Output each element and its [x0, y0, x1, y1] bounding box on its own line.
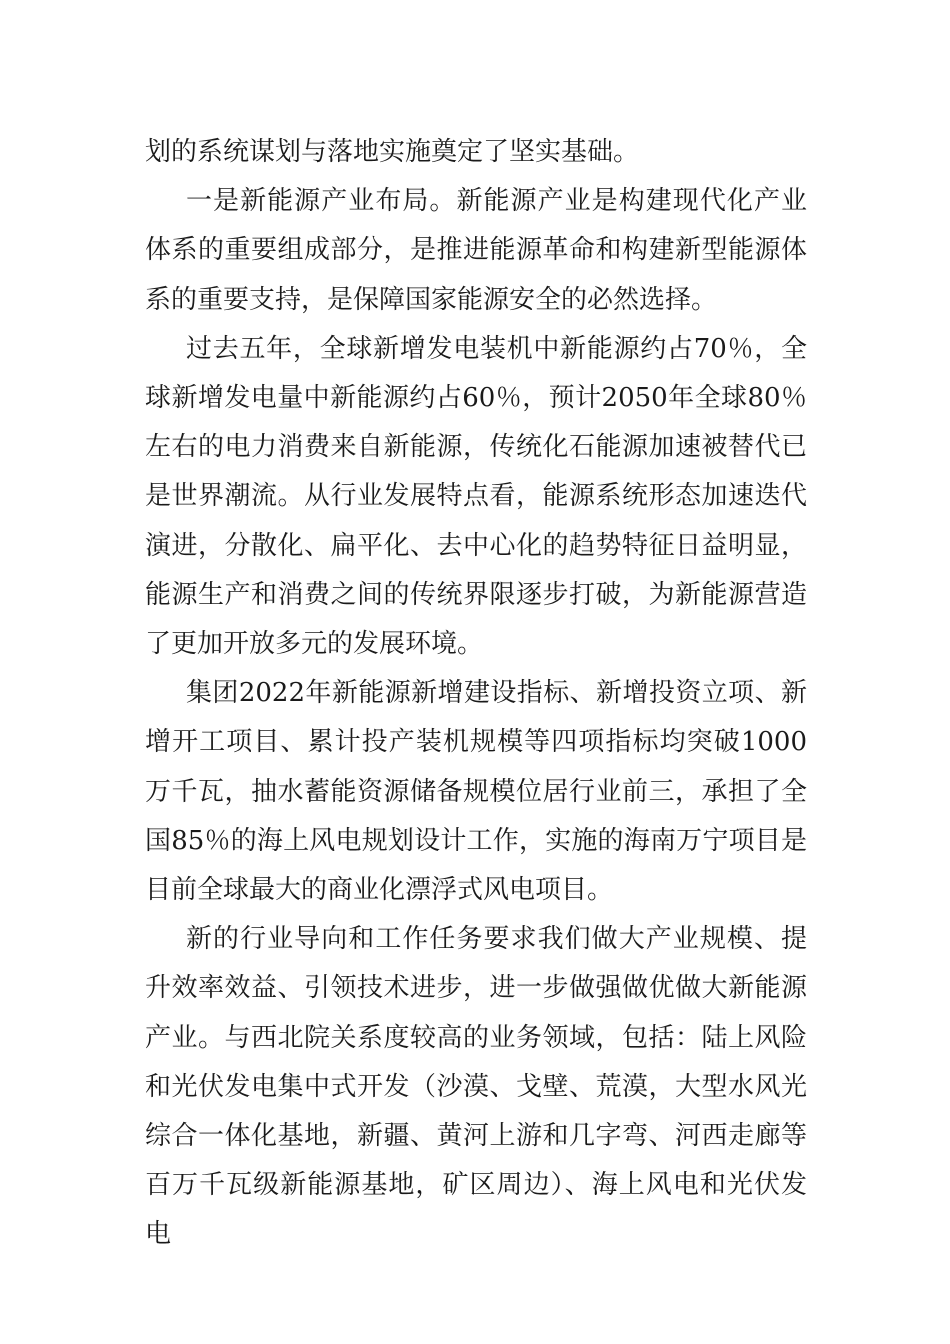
paragraph-continuation: 划的系统谋划与落地实施奠定了坚实基础。 — [145, 137, 640, 167]
paragraph-new-energy-layout: 一是新能源产业布局。新能源产业是构建现代化产业体系的重要组成部分，是推进能源革命和构建新型能源体系的重要支持，是保障国家能源安全的必然选择。 — [145, 186, 807, 315]
document-body — [145, 128, 807, 1260]
paragraph-group-achievements: 集团2022年新能源新增建设指标、新增投资立项、新增开工项目、累计投产装机规模等四项指标均突破1000万千瓦，抽水蓄能资源储备规模位居行业前三，承担了全国85％的海上风电规划设计工作，实施的海南万宁项目是目前全球最大的商业化漂浮式风电项目。 — [145, 678, 807, 906]
paragraph-global-trends: 过去五年，全球新增发电装机中新能源约占70％，全球新增发电量中新能源约占60％，预计2050年全球80％左右的电力消费来自新能源，传统化石能源加速被替代已是世界潮流。从行业发展特点看，能源系统形态加速迭代演进，分散化、扁平化、去中心化的趋势特征日益明显，能源生产和消费之间的传统界限逐步打破，为新能源营造了更加开放多元的发展环境。 — [145, 333, 807, 660]
paragraph-industry-direction: 新的行业导向和工作任务要求我们做大产业规模、提升效率效益、引领技术进步，进一步做强做优做大新能源产业。与西北院关系度较高的业务领域，包括：陆上风险和光伏发电集中式开发（沙漠、戈壁、荒漠，大型水风光综合一体化基地，新疆、黄河上游和几字弯、河西走廊等百万千瓦级新能源基地，矿区周边）、海上风电和光伏发电 — [145, 924, 807, 1250]
